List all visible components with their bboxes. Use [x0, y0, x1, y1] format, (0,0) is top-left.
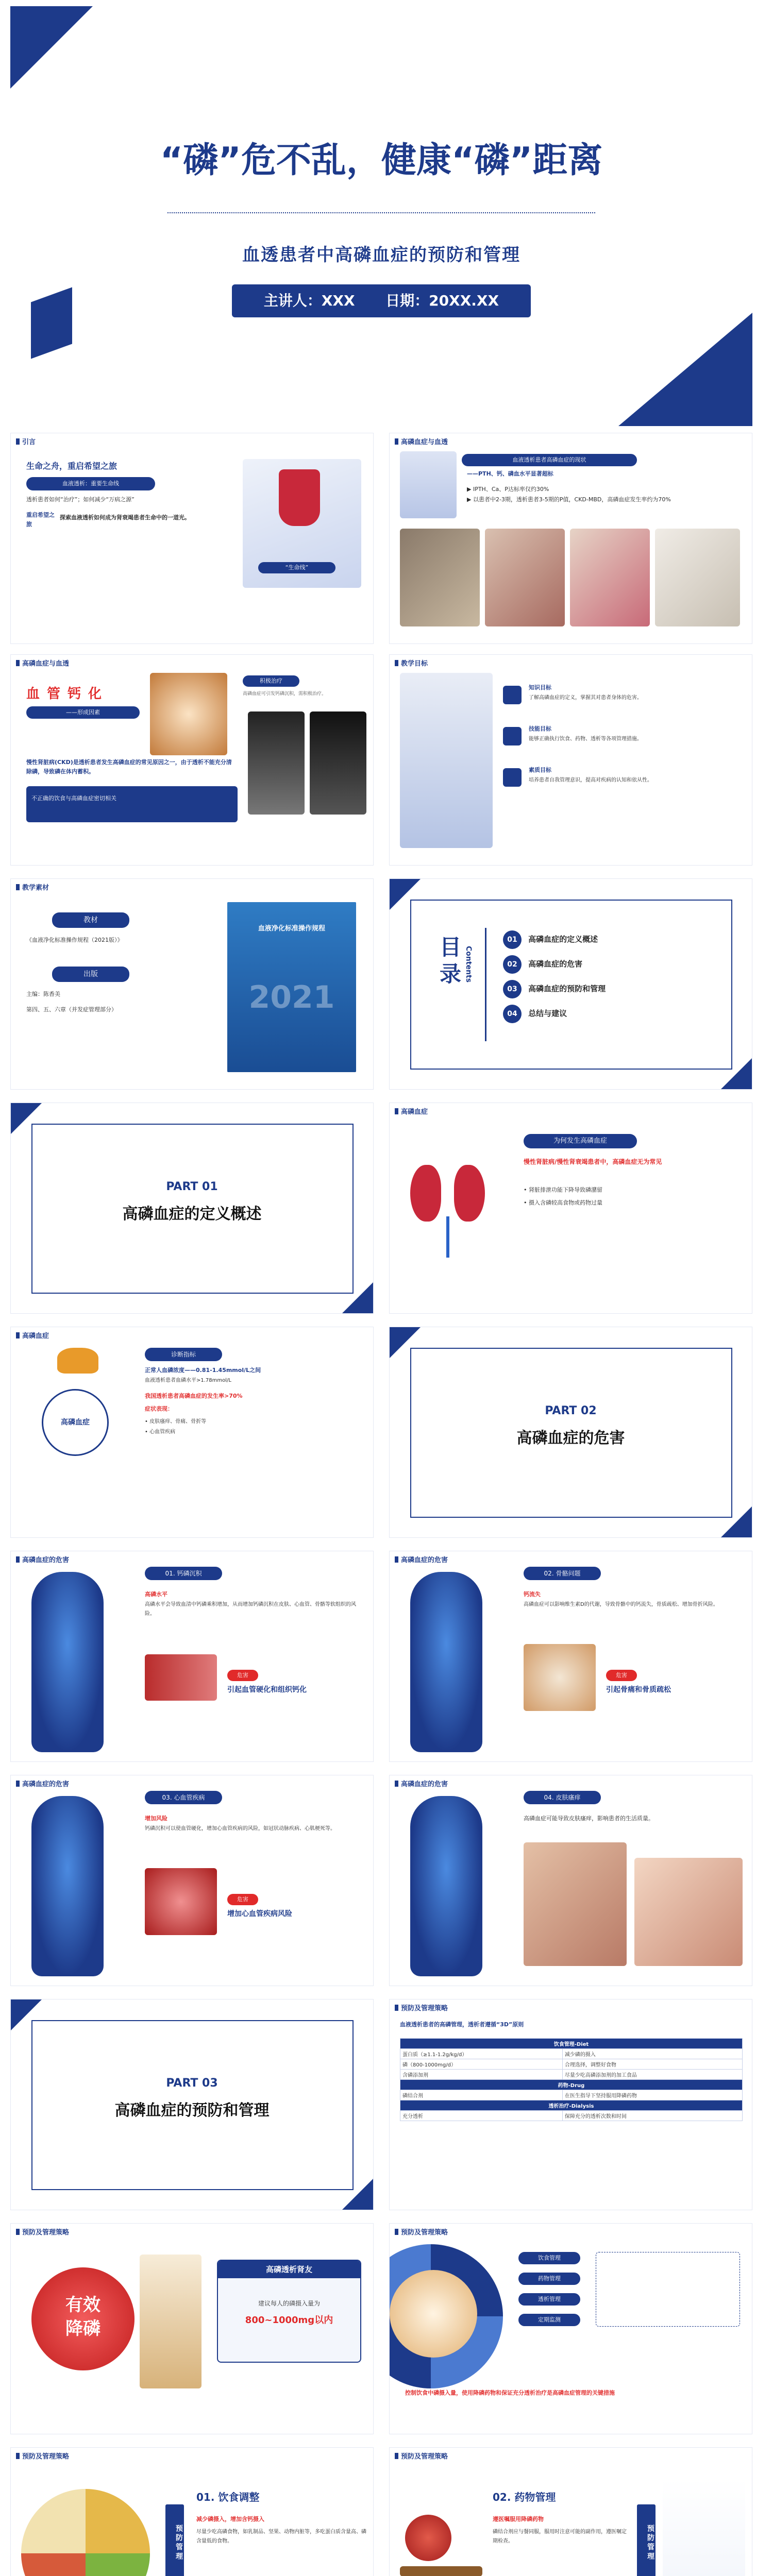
part-number: PART 01 [166, 1180, 218, 1193]
slide-header: 高磷血症的危害 [16, 1778, 69, 1788]
harm-badge2: 增加心血管疾病风险 [227, 1910, 292, 1918]
slide-hyperphos-cause [389, 1103, 752, 1314]
harm-t2: 高磷水平会导致血清中钙磷乘积增加，从而增加钙磷沉积在皮肤、心血管、骨骼等软组织的风险。 [145, 1602, 356, 1617]
food-image [140, 2255, 201, 2388]
table-row [400, 2111, 743, 2121]
hands-image [390, 2270, 477, 2358]
goal-2-text: 能够正确执行饮食、药物、透析等各项管理措施。 [529, 736, 642, 742]
toc-title: 目录 [436, 936, 462, 989]
material-tag: 教材 [52, 912, 129, 928]
diagnosis-l2: 血液透析患者血磷水平>1.78mmol/L [145, 1378, 231, 1383]
slide-3d-principle [389, 1999, 752, 2210]
harm-t1: 高磷血症可能导致皮肤瘙痒，影响患者的生活质量。 [524, 1815, 654, 1822]
goal-3-title: 素质目标 [529, 767, 551, 773]
calcification-hint: 不正确的饮食与高磷血症密切相关 [31, 795, 116, 802]
slide-diet [10, 2447, 374, 2576]
measure-tag: 透析管理 [518, 2293, 580, 2306]
big-char: 化 [88, 686, 109, 702]
cover-title: “磷”危不乱，健康“磷”距离 [160, 140, 603, 181]
treatment-tag: 积极治疗 [243, 675, 299, 687]
table-row [400, 2080, 743, 2090]
table-cell: 减少磷的摄入 [562, 2049, 742, 2059]
xray-image-1 [248, 711, 305, 815]
slide-header: 高磷血症 [16, 1330, 49, 1340]
principle-intro: 血液透析患者的高磷管理，透析者遵循“3D”原则 [400, 2021, 524, 2028]
harm-pill: 04. 皮肤瘙痒 [524, 1791, 601, 1804]
slide-diagnosis [10, 1327, 374, 1538]
table-cell: 充分透析 [400, 2111, 563, 2121]
mgmt-t1: 遵医嘱服用降磷药物 [493, 2516, 544, 2522]
scale-image [400, 2566, 482, 2576]
slide-header: 高磷血症 [395, 1106, 428, 1116]
intro-tag2: “生命线” [258, 562, 335, 573]
intro-small: 透析患者如何“治疗”；如何减少“万病之源” [26, 496, 135, 503]
diagnosis-pill: 诊断指标 [145, 1348, 222, 1361]
factor-tag: ——形成因素 [26, 706, 140, 719]
diet-plate-image [21, 2489, 150, 2576]
body-figure [410, 1796, 482, 1976]
slide-harm-bone [389, 1551, 752, 1762]
cover-divider [167, 212, 595, 213]
slide-header: 高磷血症与血透 [16, 658, 69, 668]
slide-header: 预防及管理策略 [395, 2451, 448, 2461]
cover-presenter: 主讲人：XXX [263, 292, 355, 309]
harm-pill: 02. 骨骼问题 [524, 1567, 601, 1580]
toc-item[interactable] [503, 930, 606, 955]
mgmt-vbar: 预防管理 [165, 2504, 184, 2576]
slide-header: 预防及管理策略 [16, 2451, 69, 2461]
reduction-box [217, 2260, 361, 2363]
mgmt-num: 02. 药物管理 [493, 2491, 556, 2503]
cover-corner-br [618, 313, 752, 426]
slide-header: 教学素材 [16, 882, 49, 892]
doctor-image [400, 451, 457, 518]
symptom-image-3 [570, 529, 650, 626]
principle-table [400, 2038, 743, 2121]
nurse-image [400, 673, 493, 848]
body-figure [31, 1796, 104, 1976]
desc-box [26, 786, 238, 822]
harm-pill: 01. 钙磷沉积 [145, 1567, 222, 1580]
toc-label: 高磷血症的预防和管理 [528, 984, 606, 993]
toc-en: Contents [464, 946, 473, 983]
part-number: PART 02 [545, 1404, 597, 1417]
slide-vascular-calcification [10, 654, 374, 866]
material-text: 《血液净化标准操作规程（2021版）》 [26, 937, 123, 943]
slide-header: 高磷血症与血透 [395, 436, 448, 446]
toc-item[interactable] [503, 980, 606, 1005]
slide-effective-reduction [10, 2223, 374, 2434]
reduction-circle-line2: 降磷 [65, 2318, 100, 2339]
goal-1-icon [503, 686, 522, 704]
toc-label: 高磷血症的定义概述 [528, 935, 598, 944]
blood-bag-icon [279, 469, 320, 526]
measure-note: 控制饮食中磷摄入量，使用降磷药物和保证充分透析治疗是高磷血症管理的关键措施 [405, 2389, 615, 2396]
diagnosis-l5: • 皮肤瘙痒、骨痛、骨折等 [145, 1419, 207, 1425]
book-title: 血液净化标准操作规程 [258, 925, 325, 933]
mgmt-t1: 减少磷摄入，增加含钙摄入 [196, 2516, 264, 2522]
slide-key-measures [389, 2223, 752, 2434]
big-char: 血 [26, 686, 47, 702]
reduction-circle [31, 2267, 135, 2370]
cover-corner-bl [31, 287, 72, 359]
vessel-image [145, 1654, 217, 1701]
slide-header: 高磷血症的危害 [395, 1778, 448, 1788]
table-row [400, 2049, 743, 2059]
toc-num: 01 [503, 930, 522, 949]
harm-badge: 危害 [606, 1670, 637, 1681]
symptom-image-2 [485, 529, 565, 626]
body-figure [31, 1572, 104, 1752]
symptom-image-4 [655, 529, 740, 626]
slide-teaching-goals [389, 654, 752, 866]
symptom-image-1 [400, 529, 480, 626]
table-cell: 磷（800-1000mg/d） [400, 2059, 563, 2070]
goal-3-text: 培养患者自我管理意识，提高对疾病的认知和依从性。 [529, 777, 652, 783]
part-title: 高磷血症的危害 [516, 1429, 625, 1447]
measure-text-box [596, 2252, 740, 2327]
harm-badge: 危害 [227, 1894, 258, 1905]
table-cell: 含磷添加剂 [400, 2070, 563, 2080]
xray-image-2 [310, 711, 366, 815]
toc-label: 总结与建议 [528, 1009, 567, 1018]
part-title: 高磷血症的预防和管理 [114, 2102, 270, 2120]
publish-item-2: 第四、五、六章（并发症管理部分） [26, 1006, 117, 1013]
cause-b1: • 肾脏排泄功能下降导致磷潴留 [524, 1187, 602, 1193]
cover-subtitle: 血透患者中高磷血症的预防和管理 [242, 245, 520, 265]
table-row [400, 2090, 743, 2100]
toc-item[interactable] [503, 1005, 606, 1029]
kidney-icon [410, 1155, 488, 1258]
slide-part-01 [10, 1103, 374, 1314]
mgmt-t2: 尽量少吃高磷食物，如乳制品、坚果、动物内脏等，多吃蛋白质含量高、磷含量低的食物。 [196, 2529, 366, 2544]
intro-quote: 生命之舟，重启希望之旅 [26, 461, 117, 471]
table-cell: 保障充分的透析次数和时间 [562, 2111, 742, 2121]
table-cell: 磷结合剂 [400, 2090, 563, 2100]
book-cover [227, 902, 356, 1072]
skin-image-1 [524, 1842, 627, 1966]
heart-image [145, 1868, 217, 1935]
big-char-row [26, 683, 109, 702]
goal-3-icon [503, 768, 522, 787]
mgmt-vbar: 预防管理 [637, 2504, 656, 2576]
slide-part-02 [389, 1327, 752, 1538]
intro-tag: 血液透析：重要生命线 [26, 477, 155, 490]
reduction-box-title: 高磷透析肾友 [218, 2261, 360, 2278]
calcification-image [150, 673, 227, 755]
table-row [400, 2070, 743, 2080]
pills-image [663, 2479, 745, 2576]
part-number: PART 03 [166, 2077, 218, 2090]
cover-corner-tl [10, 6, 93, 89]
slide-header: 预防及管理策略 [395, 2003, 448, 2012]
reduction-circle-line1: 有效 [65, 2295, 100, 2315]
toc-num: 03 [503, 980, 522, 998]
table-cell: 尽量少吃高磷添加剂的加工食品 [562, 2070, 742, 2080]
publish-item-1: 主编：陈香美 [26, 991, 60, 997]
big-char: 管 [47, 686, 68, 702]
diagnosis-l4: 症状表现： [145, 1405, 173, 1412]
status-line2: ▶ IPTH、Ca、P达标率仅约30% [467, 486, 549, 493]
harm-t2: 钙磷沉积可以使血管硬化，增加心血管疾病的风险，如冠状动脉疾病、心肌梗死等。 [145, 1826, 335, 1832]
status-title: 血液透析患者高磷血症的现状 [462, 454, 637, 466]
toc-divider [485, 928, 486, 1041]
bone-image [524, 1644, 596, 1711]
slide-materials [10, 878, 374, 1090]
cover-info-bar [232, 284, 531, 317]
toc-label: 高磷血症的危害 [528, 959, 583, 969]
toc-num: 02 [503, 955, 522, 974]
harm-t2: 高磷血症可以影响维生素D的代谢，导致骨骼中的钙流失，骨质疏松、增加骨折风险。 [524, 1602, 718, 1607]
reduction-box-l1: 建议每人的磷摄入量为 [258, 2300, 320, 2307]
harm-badge: 危害 [227, 1670, 258, 1681]
measure-tag: 饮食管理 [518, 2252, 580, 2264]
slide-header: 高磷血症的危害 [16, 1554, 69, 1564]
intro-hint: 重启希望之旅 [26, 512, 55, 528]
slide-header: 教学目标 [395, 658, 428, 668]
harm-t1: 钙流失 [524, 1591, 541, 1598]
table-cell: 饮食管理-Diet [400, 2039, 743, 2049]
cover-slide [10, 6, 752, 426]
measure-tag: 药物管理 [518, 2273, 580, 2285]
diagnosis-circle: 高磷血症 [42, 1389, 109, 1456]
table-row [400, 2100, 743, 2111]
body-figure [410, 1572, 482, 1752]
thyroid-icon [57, 1348, 98, 1374]
goal-1-title: 知识目标 [529, 684, 551, 691]
slide-part-03 [10, 1999, 374, 2210]
toc-num: 04 [503, 1005, 522, 1023]
publish-tag: 出版 [52, 967, 129, 982]
cause-pill: 为何发生高磷血症 [524, 1134, 637, 1148]
slide-harm-itch [389, 1775, 752, 1986]
diagnosis-l6: • 心血管疾病 [145, 1429, 176, 1435]
slide-hyperphos-dialysis [389, 433, 752, 644]
table-cell: 合理选择，调整好食物 [562, 2059, 742, 2070]
slide-toc [389, 878, 752, 1090]
goal-2-title: 技能目标 [529, 725, 551, 732]
cause-b2: • 摄入含磷较高食物或药物过量 [524, 1199, 602, 1206]
table-row [400, 2039, 743, 2049]
table-cell: 药物-Drug [400, 2080, 743, 2090]
big-char: 钙 [68, 686, 89, 702]
slide-medication [389, 2447, 752, 2576]
table-cell: 透析治疗-Dialysis [400, 2100, 743, 2111]
harm-pill: 03. 心血管疾病 [145, 1791, 222, 1804]
table-cell: 蛋白质（≥1.1-1.2g/kg/d） [400, 2049, 563, 2059]
apple-image [405, 2515, 451, 2561]
diagnosis-l1: 正常人血磷浓度——0.81-1.45mmol/L之间 [145, 1367, 261, 1374]
skin-image-2 [634, 1858, 743, 1966]
treatment-text: 高磷血症可引发钙磷沉积，需积极治疗。 [243, 691, 327, 697]
status-line3: ▶ 以患者中2-3期，透析患者3-5期的P值，CKD-MBD，高磷血症发生率约为70% [467, 496, 671, 503]
slide-intro [10, 433, 374, 644]
toc-list [503, 930, 606, 1029]
slide-harm-cardio [10, 1775, 374, 1986]
intro-note: 探索血液透析如何成为肾衰竭患者生命中的一道光。 [60, 514, 190, 521]
calcification-desc: 慢性肾脏病(CKD)是透析患者发生高磷血症的常见原因之一，由于透析不能充分清除磷，导致磷在体内蓄积。 [26, 759, 232, 775]
cause-line1: 慢性肾脏病/慢性肾衰竭患者中，高磷血症无为常见 [524, 1158, 662, 1165]
slide-header: 引言 [16, 436, 36, 446]
diagnosis-l3: 我国透析患者高磷血症的发生率>70% [145, 1393, 243, 1399]
harm-t1: 高磷水平 [145, 1591, 167, 1598]
slide-header: 预防及管理策略 [16, 2227, 69, 2236]
toc-item[interactable] [503, 955, 606, 980]
table-row [400, 2059, 743, 2070]
slide-harm-calcification [10, 1551, 374, 1762]
harm-t1: 增加风险 [145, 1815, 167, 1822]
mgmt-t2: 磷结合剂应与餐同服，服用时注意可能的副作用，遵医嘱定期检查。 [493, 2529, 627, 2544]
slide-header: 高磷血症的危害 [395, 1554, 448, 1564]
harm-badge2: 引起骨痛和骨质疏松 [606, 1686, 671, 1694]
harm-badge2: 引起血管硬化和组织钙化 [227, 1686, 307, 1694]
reduction-box-l2: 800~1000mg以内 [245, 2315, 333, 2326]
table-cell: 在医生指导下坚持服用降磷药物 [562, 2090, 742, 2100]
part-title: 高磷血症的定义概述 [122, 1205, 262, 1223]
goal-2-icon [503, 727, 522, 745]
book-year: 2021 [248, 979, 335, 1015]
mgmt-num: 01. 饮食调整 [196, 2491, 260, 2503]
slide-header: 预防及管理策略 [395, 2227, 448, 2236]
status-line1: ——PTH、钙、磷血水平显著超标 [467, 470, 553, 477]
goal-1-text: 了解高磷血症的定义，掌握其对患者身体的危害。 [529, 695, 642, 701]
measure-tag: 定期监测 [518, 2314, 580, 2326]
cover-date: 日期：20XX.XX [385, 292, 499, 309]
